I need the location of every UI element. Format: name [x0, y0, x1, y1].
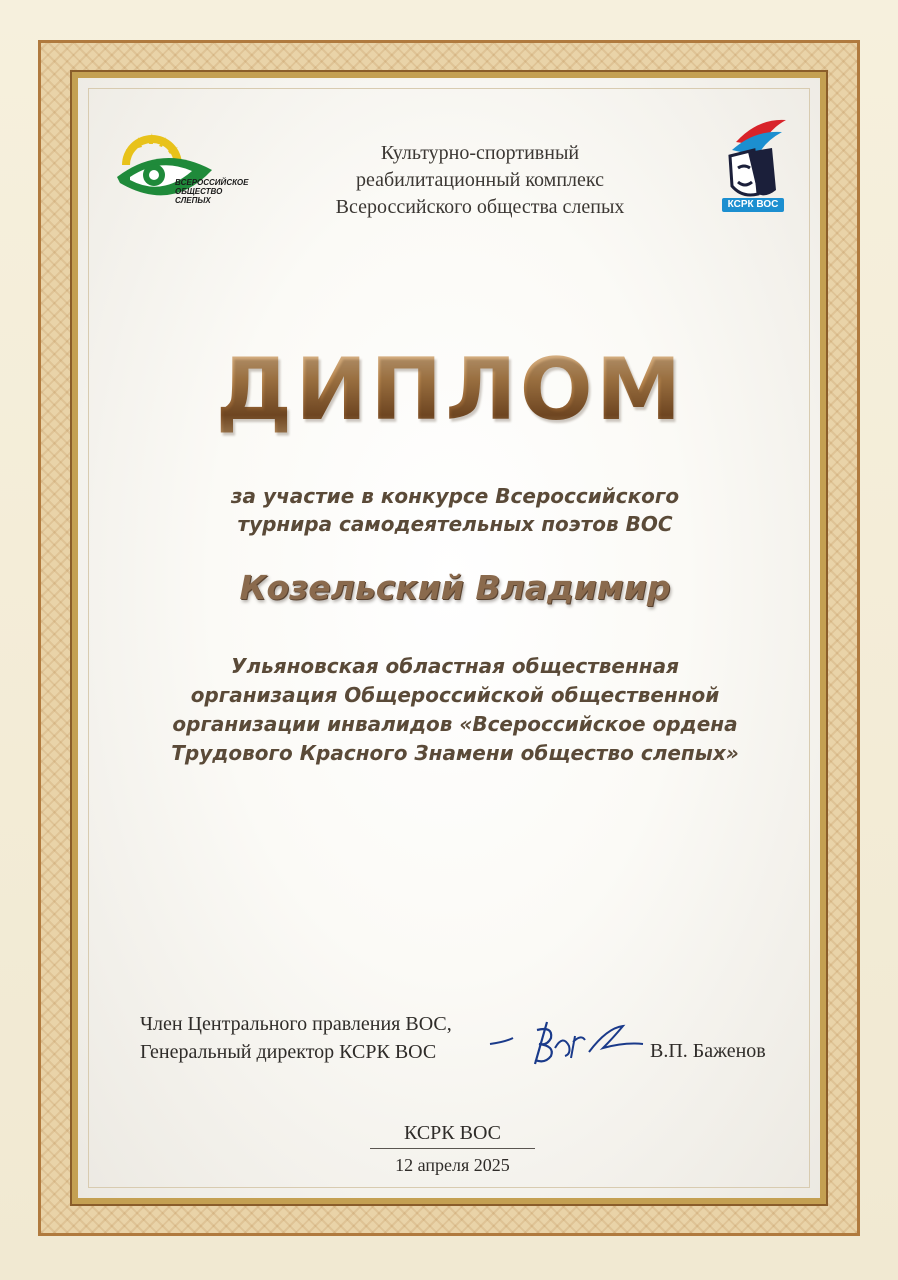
issuer-organization: Культурно-спортивный реабилитационный комплекс Всероссийского общества слепых — [335, 142, 625, 218]
ksrk-logo-label: КСРК ВОС — [722, 198, 784, 212]
diploma-title: ДИПЛОМ — [200, 340, 700, 440]
signatory-position: Член Центрального правления ВОС, Генеральный директор КСРК ВОС — [140, 1013, 452, 1063]
recipient-name: Козельский Владимир — [239, 568, 671, 607]
vos-logo-text: ВСЕРОССИЙСКОЕ ОБЩЕСТВО СЛЕПЫХ — [175, 178, 249, 205]
award-reason: за участие в конкурсе Всероссийского турнира самодеятельных поэтов ВОС — [230, 484, 680, 536]
handwritten-signature-icon — [485, 1012, 645, 1072]
issue-date: 12 апреля 2025 — [395, 1155, 510, 1175]
signatory-name: В.П. Баженов — [650, 1040, 766, 1062]
recipient-organization: Ульяновская областная общественная организация Общероссийской общественной организации инвалидов «Всероссийское ордена Трудового Красного Знамени общество слепых» — [171, 654, 739, 765]
footer-organization: КСРК ВОС — [370, 1120, 535, 1149]
